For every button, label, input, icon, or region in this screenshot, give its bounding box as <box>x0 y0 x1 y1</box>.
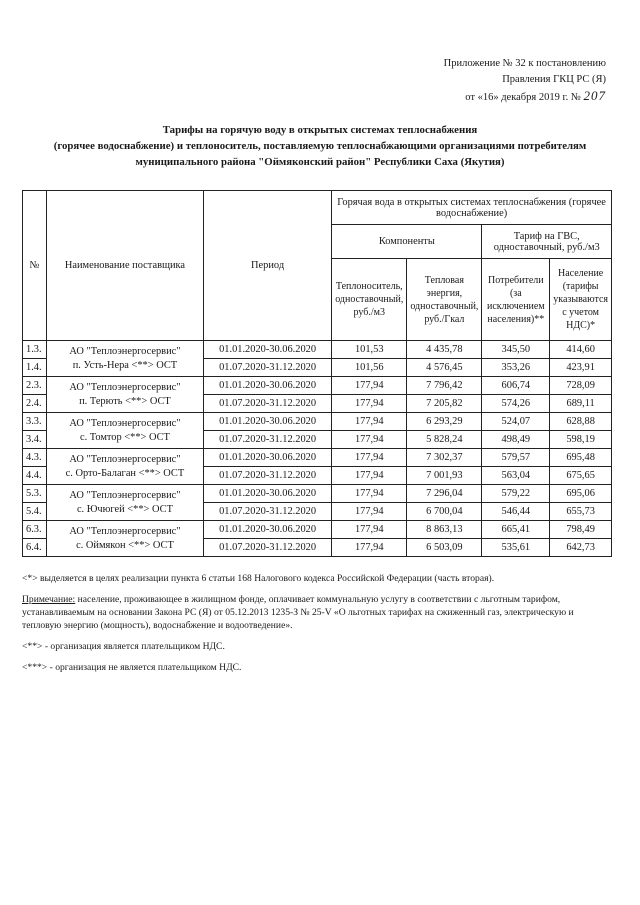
population-cell: 798,49 <box>550 521 612 539</box>
period-cell: 01.07.2020-31.12.2020 <box>203 431 331 449</box>
supplier-location: с. Оймякон <**> ОСТ <box>76 539 174 551</box>
remark-text: население, проживающее в жилищном фонде, оплачивает коммунальную услугу в соответствии с льготным тарифом, устанавливаемым на основании Закона РС (Я) от 05.12.2013 1235-З № 25-V «О льготных тарифах на сжиженный газ, электрическую и тепловую энергию (мощность), водоснабжение и водоотведение». <box>22 594 574 631</box>
header-consumers: Потребители (за исключением населения)** <box>482 259 550 341</box>
row-number: 4.3. <box>23 449 47 467</box>
heat-carrier-cell: 177,94 <box>332 449 407 467</box>
heat-energy-cell: 8 863,13 <box>407 521 482 539</box>
heat-energy-cell: 4 435,78 <box>407 341 482 359</box>
supplier-location: с. Томтор <**> ОСТ <box>79 431 170 443</box>
consumers-cell: 353,26 <box>482 359 550 377</box>
footnotes <box>22 572 612 674</box>
footnote-vat-payer: <**> - организация является плательщиком НДС. <box>22 641 225 652</box>
heat-energy-cell: 6 293,29 <box>407 413 482 431</box>
document-title <box>0 122 640 170</box>
row-number: 5.3. <box>23 485 47 503</box>
period-cell: 01.07.2020-31.12.2020 <box>203 539 331 557</box>
header-number: № <box>23 191 47 341</box>
title-line-2: (горячее водоснабжение) и теплоноситель, поставляемую теплоснабжающими организациями потребителям <box>53 140 587 152</box>
heat-energy-cell: 7 296,04 <box>407 485 482 503</box>
consumers-cell: 579,57 <box>482 449 550 467</box>
heat-energy-cell: 7 796,42 <box>407 377 482 395</box>
header-components: Компоненты <box>332 225 482 259</box>
tariff-table-body <box>23 341 612 557</box>
period-cell: 01.01.2020-30.06.2020 <box>203 485 331 503</box>
consumers-cell: 665,41 <box>482 521 550 539</box>
appendix-header <box>444 56 606 106</box>
population-cell: 598,19 <box>550 431 612 449</box>
table-row <box>23 377 612 395</box>
supplier-location: п. Усть-Нера <**> ОСТ <box>72 359 178 371</box>
supplier-location: с. Ючюгей <**> ОСТ <box>76 503 173 515</box>
period-cell: 01.01.2020-30.06.2020 <box>203 413 331 431</box>
heat-carrier-cell: 177,94 <box>332 485 407 503</box>
header-heat-energy: Тепловая энергия, одноставочный, руб./Гкал <box>407 259 482 341</box>
population-cell: 628,88 <box>550 413 612 431</box>
supplier-cell <box>46 485 203 521</box>
row-number: 6.4. <box>23 539 47 557</box>
supplier-location: с. Орто-Балаган <**> ОСТ <box>65 467 185 479</box>
heat-energy-cell: 4 576,45 <box>407 359 482 377</box>
supplier-name: АО "Теплоэнергосервис" <box>69 489 181 501</box>
population-cell: 642,73 <box>550 539 612 557</box>
appendix-number: 207 <box>583 88 606 103</box>
population-cell: 414,60 <box>550 341 612 359</box>
supplier-name: АО "Теплоэнергосервис" <box>69 417 181 429</box>
table-row <box>23 341 612 359</box>
heat-carrier-cell: 177,94 <box>332 413 407 431</box>
period-cell: 01.01.2020-30.06.2020 <box>203 341 331 359</box>
period-cell: 01.07.2020-31.12.2020 <box>203 503 331 521</box>
row-number: 3.4. <box>23 431 47 449</box>
population-cell: 423,91 <box>550 359 612 377</box>
consumers-cell: 546,44 <box>482 503 550 521</box>
heat-energy-cell: 6 700,04 <box>407 503 482 521</box>
title-line-3: муниципального района "Оймяконский район" Республики Саха (Якутия) <box>135 156 505 168</box>
period-cell: 01.07.2020-31.12.2020 <box>203 467 331 485</box>
row-number: 3.3. <box>23 413 47 431</box>
header-period: Период <box>203 191 331 341</box>
table-row <box>23 521 612 539</box>
header-hot-water-group: Горячая вода в открытых системах теплоснабжения (горячее водоснабжение) <box>332 191 612 225</box>
table-row <box>23 485 612 503</box>
population-cell: 675,65 <box>550 467 612 485</box>
population-cell: 689,11 <box>550 395 612 413</box>
consumers-cell: 535,61 <box>482 539 550 557</box>
row-number: 2.3. <box>23 377 47 395</box>
consumers-cell: 579,22 <box>482 485 550 503</box>
remark-label: Примечание: <box>22 594 76 605</box>
supplier-cell <box>46 521 203 557</box>
footnote-remark <box>22 593 612 632</box>
heat-energy-cell: 5 828,24 <box>407 431 482 449</box>
consumers-cell: 563,04 <box>482 467 550 485</box>
header-population: Население (тарифы указываются с учетом НДС)* <box>550 259 612 341</box>
table-row <box>23 449 612 467</box>
header-heat-carrier: Теплоноситель, одноставочный, руб./м3 <box>332 259 407 341</box>
period-cell: 01.01.2020-30.06.2020 <box>203 377 331 395</box>
period-cell: 01.01.2020-30.06.2020 <box>203 521 331 539</box>
table-row <box>23 413 612 431</box>
tariff-table <box>22 190 612 557</box>
footnote-vat-allocation: <*> выделяется в целях реализации пункта 6 статьи 168 Налогового кодекса Российской Федерации (часть вторая). <box>22 573 495 584</box>
appendix-line-3 <box>444 88 606 106</box>
period-cell: 01.01.2020-30.06.2020 <box>203 449 331 467</box>
row-number: 4.4. <box>23 467 47 485</box>
appendix-line-2: Правления ГКЦ РС (Я) <box>502 74 606 85</box>
period-cell: 01.07.2020-31.12.2020 <box>203 359 331 377</box>
title-line-1: Тарифы на горячую воду в открытых системах теплоснабжения <box>162 124 478 136</box>
row-number: 1.4. <box>23 359 47 377</box>
supplier-cell <box>46 449 203 485</box>
heat-carrier-cell: 177,94 <box>332 503 407 521</box>
heat-carrier-cell: 177,94 <box>332 431 407 449</box>
supplier-cell <box>46 377 203 413</box>
row-number: 1.3. <box>23 341 47 359</box>
header-tariff-gvs: Тариф на ГВС, одноставочный, руб./м3 <box>482 225 612 259</box>
heat-carrier-cell: 101,56 <box>332 359 407 377</box>
heat-energy-cell: 7 302,37 <box>407 449 482 467</box>
appendix-date: от «16» декабря 2019 г. № <box>465 92 581 103</box>
heat-energy-cell: 6 503,09 <box>407 539 482 557</box>
consumers-cell: 498,49 <box>482 431 550 449</box>
population-cell: 695,48 <box>550 449 612 467</box>
period-cell: 01.07.2020-31.12.2020 <box>203 395 331 413</box>
supplier-name: АО "Теплоэнергосервис" <box>69 453 181 465</box>
heat-carrier-cell: 177,94 <box>332 521 407 539</box>
heat-energy-cell: 7 001,93 <box>407 467 482 485</box>
consumers-cell: 524,07 <box>482 413 550 431</box>
consumers-cell: 606,74 <box>482 377 550 395</box>
heat-carrier-cell: 177,94 <box>332 539 407 557</box>
heat-carrier-cell: 177,94 <box>332 395 407 413</box>
heat-carrier-cell: 177,94 <box>332 377 407 395</box>
footnote-non-vat-payer: <***> - организация не является плательщиком НДС. <box>22 662 242 673</box>
header-supplier: Наименование поставщика <box>46 191 203 341</box>
consumers-cell: 574,26 <box>482 395 550 413</box>
population-cell: 728,09 <box>550 377 612 395</box>
appendix-line-1: Приложение № 32 к постановлению <box>443 58 606 69</box>
population-cell: 695,06 <box>550 485 612 503</box>
supplier-name: АО "Теплоэнергосервис" <box>69 525 181 537</box>
supplier-name: АО "Теплоэнергосервис" <box>69 381 181 393</box>
heat-carrier-cell: 101,53 <box>332 341 407 359</box>
consumers-cell: 345,50 <box>482 341 550 359</box>
heat-carrier-cell: 177,94 <box>332 467 407 485</box>
supplier-location: п. Терють <**> ОСТ <box>79 395 171 407</box>
population-cell: 655,73 <box>550 503 612 521</box>
supplier-cell <box>46 413 203 449</box>
supplier-name: АО "Теплоэнергосервис" <box>69 345 181 357</box>
supplier-cell <box>46 341 203 377</box>
row-number: 5.4. <box>23 503 47 521</box>
row-number: 2.4. <box>23 395 47 413</box>
heat-energy-cell: 7 205,82 <box>407 395 482 413</box>
row-number: 6.3. <box>23 521 47 539</box>
